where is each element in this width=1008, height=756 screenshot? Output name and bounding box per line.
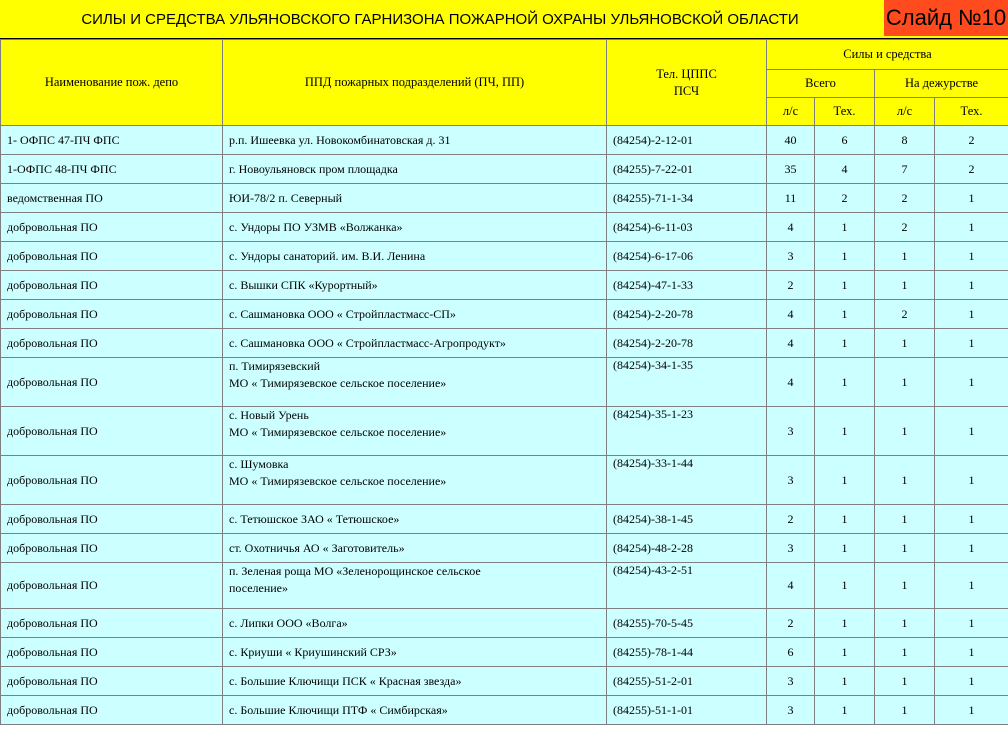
cell-total-ls: 3 xyxy=(767,667,815,696)
cell-duty-ls: 1 xyxy=(875,609,935,638)
cell-phone: (84254)-34-1-35 xyxy=(607,358,767,407)
table-row xyxy=(1,505,1008,534)
cell-duty-tech: 1 xyxy=(935,407,1008,456)
cell-address-line: с. Новый Урень xyxy=(229,408,309,422)
cell-total-ls: 35 xyxy=(767,155,815,184)
table-row xyxy=(1,242,1008,271)
cell-duty-tech: 1 xyxy=(935,696,1008,725)
slide-number-badge: Слайд №10 xyxy=(884,0,1008,36)
cell-total-tech: 1 xyxy=(815,667,875,696)
table-row xyxy=(1,638,1008,667)
cell-total-tech: 1 xyxy=(815,638,875,667)
cell-duty-tech: 1 xyxy=(935,609,1008,638)
cell-total-ls: 4 xyxy=(767,358,815,407)
column-header-address: ППД пожарных подразделений (ПЧ, ПП) xyxy=(223,40,607,126)
cell-duty-tech: 1 xyxy=(935,213,1008,242)
cell-address xyxy=(223,213,607,242)
cell-name: добровольная ПО xyxy=(1,456,223,505)
column-header-phone xyxy=(607,40,767,126)
cell-duty-tech: 1 xyxy=(935,271,1008,300)
cell-duty-tech: 1 xyxy=(935,563,1008,609)
column-header-duty-ls: л/с xyxy=(875,98,935,126)
cell-total-ls: 4 xyxy=(767,300,815,329)
cell-name: добровольная ПО xyxy=(1,505,223,534)
table-row xyxy=(1,534,1008,563)
cell-duty-tech: 1 xyxy=(935,638,1008,667)
column-header-total: Всего xyxy=(767,70,875,98)
cell-phone: (84255)-51-2-01 xyxy=(607,667,767,696)
cell-total-tech: 6 xyxy=(815,126,875,155)
cell-address xyxy=(223,667,607,696)
cell-duty-ls: 1 xyxy=(875,329,935,358)
cell-address-line: с. Большие Ключищи ПСК « Красная звезда» xyxy=(229,673,462,688)
table-row xyxy=(1,184,1008,213)
cell-phone: (84254)-47-1-33 xyxy=(607,271,767,300)
table-row xyxy=(1,609,1008,638)
cell-total-tech: 1 xyxy=(815,242,875,271)
cell-address xyxy=(223,155,607,184)
cell-duty-ls: 1 xyxy=(875,242,935,271)
cell-total-tech: 1 xyxy=(815,609,875,638)
column-header-phone-line2: ПСЧ xyxy=(673,83,700,98)
cell-duty-tech: 1 xyxy=(935,242,1008,271)
cell-address xyxy=(223,242,607,271)
cell-duty-ls: 1 xyxy=(875,638,935,667)
cell-address-line: с. Сашмановка ООО « Стройпластмасс-СП» xyxy=(229,306,456,321)
cell-address-line: с. Ундоры санаторий. им. В.И. Ленина xyxy=(229,248,426,263)
cell-duty-ls: 1 xyxy=(875,667,935,696)
cell-total-ls: 2 xyxy=(767,505,815,534)
cell-total-tech: 1 xyxy=(815,300,875,329)
column-header-phone-line1: Тел. ЦППС xyxy=(656,66,717,81)
cell-phone: (84254)-43-2-51 xyxy=(607,563,767,609)
cell-duty-tech: 2 xyxy=(935,126,1008,155)
cell-name: 1- ОФПС 47-ПЧ ФПС xyxy=(1,126,223,155)
column-header-forces: Силы и средства xyxy=(767,40,1008,70)
table-row xyxy=(1,271,1008,300)
cell-duty-ls: 2 xyxy=(875,184,935,213)
cell-address-line: с. Шумовка xyxy=(229,457,289,471)
table-body xyxy=(1,126,1008,725)
cell-duty-ls: 1 xyxy=(875,407,935,456)
cell-address-line: МО « Тимирязевское сельское поселение» xyxy=(229,425,447,439)
cell-duty-ls: 1 xyxy=(875,505,935,534)
cell-address-line: с. Вышки СПК «Курортный» xyxy=(229,277,378,292)
column-header-name: Наименование пож. депо xyxy=(1,40,223,126)
cell-name: добровольная ПО xyxy=(1,407,223,456)
cell-address-line: п. Зеленая роща МО «Зеленорощинское сельское xyxy=(229,564,481,578)
cell-total-ls: 3 xyxy=(767,534,815,563)
cell-address xyxy=(223,407,607,456)
cell-total-tech: 1 xyxy=(815,456,875,505)
table-row xyxy=(1,126,1008,155)
cell-duty-tech: 1 xyxy=(935,456,1008,505)
cell-duty-ls: 1 xyxy=(875,271,935,300)
cell-total-tech: 1 xyxy=(815,407,875,456)
cell-total-tech: 4 xyxy=(815,155,875,184)
cell-address-line: МО « Тимирязевское сельское поселение» xyxy=(229,474,447,488)
cell-duty-tech: 1 xyxy=(935,184,1008,213)
cell-address xyxy=(223,609,607,638)
cell-duty-ls: 1 xyxy=(875,563,935,609)
table-row xyxy=(1,456,1008,505)
cell-duty-ls: 1 xyxy=(875,534,935,563)
cell-duty-tech: 1 xyxy=(935,534,1008,563)
table-row xyxy=(1,155,1008,184)
title-bar xyxy=(0,0,1008,39)
table-row xyxy=(1,407,1008,456)
cell-address xyxy=(223,126,607,155)
cell-name: добровольная ПО xyxy=(1,696,223,725)
cell-total-ls: 3 xyxy=(767,242,815,271)
cell-phone: (84254)-2-20-78 xyxy=(607,300,767,329)
cell-total-tech: 1 xyxy=(815,271,875,300)
cell-address-line: поселение» xyxy=(229,581,289,595)
cell-total-ls: 4 xyxy=(767,329,815,358)
cell-total-ls: 40 xyxy=(767,126,815,155)
cell-phone: (84254)-35-1-23 xyxy=(607,407,767,456)
cell-total-ls: 3 xyxy=(767,407,815,456)
cell-total-ls: 2 xyxy=(767,271,815,300)
cell-address-line: р.п. Ишеевка ул. Новокомбинатовская д. 31 xyxy=(229,132,451,147)
table-row xyxy=(1,667,1008,696)
cell-total-tech: 1 xyxy=(815,563,875,609)
cell-phone: (84254)-2-20-78 xyxy=(607,329,767,358)
cell-total-ls: 3 xyxy=(767,696,815,725)
cell-total-ls: 2 xyxy=(767,609,815,638)
table-row xyxy=(1,329,1008,358)
cell-total-tech: 1 xyxy=(815,534,875,563)
table-row xyxy=(1,358,1008,407)
cell-address-line: ЮИ-78/2 п. Северный xyxy=(229,190,343,205)
cell-phone: (84254)-6-11-03 xyxy=(607,213,767,242)
cell-phone: (84255)-7-22-01 xyxy=(607,155,767,184)
column-header-duty: На дежурстве xyxy=(875,70,1008,98)
cell-phone: (84254)-6-17-06 xyxy=(607,242,767,271)
table-row xyxy=(1,300,1008,329)
cell-address xyxy=(223,563,607,609)
cell-address xyxy=(223,456,607,505)
cell-duty-ls: 8 xyxy=(875,126,935,155)
cell-name: добровольная ПО xyxy=(1,638,223,667)
cell-address xyxy=(223,534,607,563)
cell-total-tech: 1 xyxy=(815,329,875,358)
cell-address xyxy=(223,300,607,329)
cell-duty-tech: 1 xyxy=(935,329,1008,358)
cell-name: добровольная ПО xyxy=(1,242,223,271)
column-header-duty-tech: Тех. xyxy=(935,98,1008,126)
cell-total-tech: 1 xyxy=(815,505,875,534)
cell-name: 1-ОФПС 48-ПЧ ФПС xyxy=(1,155,223,184)
table-row xyxy=(1,696,1008,725)
cell-name: добровольная ПО xyxy=(1,358,223,407)
cell-address xyxy=(223,505,607,534)
cell-total-tech: 1 xyxy=(815,358,875,407)
cell-name: добровольная ПО xyxy=(1,534,223,563)
cell-duty-ls: 2 xyxy=(875,300,935,329)
cell-duty-ls: 2 xyxy=(875,213,935,242)
cell-phone: (84254)-38-1-45 xyxy=(607,505,767,534)
cell-phone: (84255)-71-1-34 xyxy=(607,184,767,213)
cell-address-line: с. Ундоры ПО УЗМВ «Волжанка» xyxy=(229,219,403,234)
cell-phone: (84254)-33-1-44 xyxy=(607,456,767,505)
cell-duty-ls: 7 xyxy=(875,155,935,184)
cell-address-line: с. Липки ООО «Волга» xyxy=(229,615,348,630)
cell-phone: (84255)-78-1-44 xyxy=(607,638,767,667)
cell-phone: (84254)-48-2-28 xyxy=(607,534,767,563)
cell-address xyxy=(223,696,607,725)
cell-duty-ls: 1 xyxy=(875,358,935,407)
cell-address xyxy=(223,329,607,358)
column-header-total-ls: л/с xyxy=(767,98,815,126)
cell-address xyxy=(223,358,607,407)
cell-name: добровольная ПО xyxy=(1,300,223,329)
table-row xyxy=(1,563,1008,609)
cell-duty-ls: 1 xyxy=(875,456,935,505)
cell-name: ведомственная ПО xyxy=(1,184,223,213)
cell-total-ls: 3 xyxy=(767,456,815,505)
cell-address-line: с. Сашмановка ООО « Стройпластмасс-Агропродукт» xyxy=(229,335,506,350)
cell-address-line: с. Тетюшское ЗАО « Тетюшское» xyxy=(229,511,400,526)
cell-total-ls: 4 xyxy=(767,213,815,242)
cell-address-line: с. Большие Ключищи ПТФ « Симбирская» xyxy=(229,702,448,717)
cell-total-ls: 6 xyxy=(767,638,815,667)
cell-total-tech: 2 xyxy=(815,184,875,213)
cell-name: добровольная ПО xyxy=(1,213,223,242)
cell-duty-tech: 1 xyxy=(935,505,1008,534)
cell-name: добровольная ПО xyxy=(1,563,223,609)
cell-duty-tech: 2 xyxy=(935,155,1008,184)
table-row xyxy=(1,213,1008,242)
cell-phone: (84255)-51-1-01 xyxy=(607,696,767,725)
column-header-total-tech: Тех. xyxy=(815,98,875,126)
cell-name: добровольная ПО xyxy=(1,271,223,300)
cell-address-line: г. Новоульяновск пром площадка xyxy=(229,161,398,176)
cell-total-ls: 4 xyxy=(767,563,815,609)
cell-name: добровольная ПО xyxy=(1,609,223,638)
cell-duty-tech: 1 xyxy=(935,300,1008,329)
cell-total-tech: 1 xyxy=(815,213,875,242)
cell-address-line: с. Криуши « Криушинский СРЗ» xyxy=(229,644,397,659)
cell-duty-ls: 1 xyxy=(875,696,935,725)
cell-duty-tech: 1 xyxy=(935,358,1008,407)
cell-address xyxy=(223,271,607,300)
forces-table xyxy=(0,39,1008,725)
cell-name: добровольная ПО xyxy=(1,667,223,696)
cell-address-line: п. Тимирязевский xyxy=(229,359,321,373)
cell-duty-tech: 1 xyxy=(935,667,1008,696)
cell-address xyxy=(223,638,607,667)
cell-phone: (84254)-2-12-01 xyxy=(607,126,767,155)
page-title: СИЛЫ И СРЕДСТВА УЛЬЯНОВСКОГО ГАРНИЗОНА ПОЖАРНОЙ ОХРАНЫ УЛЬЯНОВСКОЙ ОБЛАСТИ xyxy=(81,11,799,28)
cell-phone: (84255)-70-5-45 xyxy=(607,609,767,638)
cell-name: добровольная ПО xyxy=(1,329,223,358)
cell-address xyxy=(223,184,607,213)
cell-address-line: ст. Охотничья АО « Заготовитель» xyxy=(229,540,405,555)
table-header xyxy=(1,40,1008,126)
cell-total-ls: 11 xyxy=(767,184,815,213)
cell-address-line: МО « Тимирязевское сельское поселение» xyxy=(229,376,447,390)
cell-total-tech: 1 xyxy=(815,696,875,725)
